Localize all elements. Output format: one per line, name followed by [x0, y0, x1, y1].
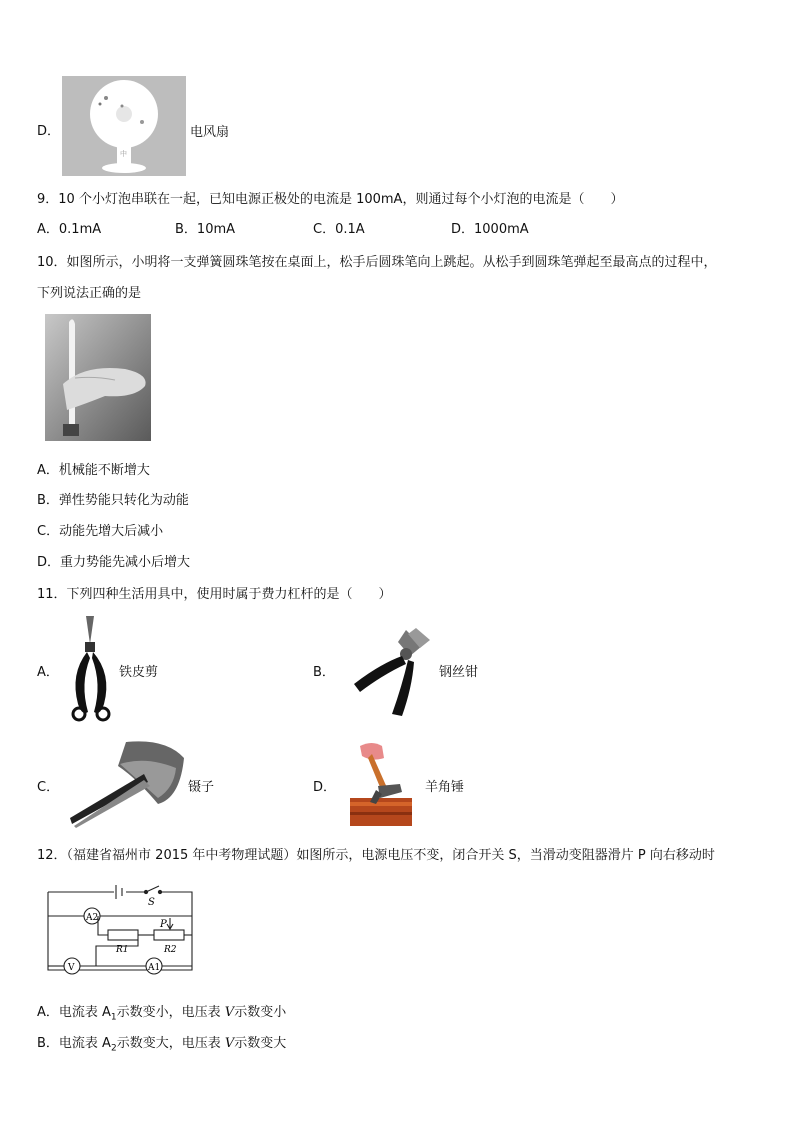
q12-option-b: B．电流表 $A_2$示数变大，电压表 V示数变大 [37, 1036, 287, 1054]
circuit-voltmeter-label: V [68, 963, 75, 973]
q10-option-a: A．机械能不断增大 [37, 463, 150, 478]
q10-stem-line1: 10．如图所示，小明将一支弹簧圆珠笔按在桌面上，松手后圆珠笔向上跳起。从松手到圆珠笔弹起至最高点的过程中， [37, 255, 717, 270]
q11-option-c-caption: 镊子 [188, 780, 215, 795]
q11-option-a-caption: 铁皮剪 [119, 665, 159, 680]
circuit-r2-label: R2 [164, 945, 177, 955]
claw-hammer-image [350, 740, 412, 826]
q8-option-d-caption: 电风扇 [190, 125, 230, 140]
q11-option-a-letter: A． [37, 665, 59, 680]
q11-stem: 11．下列四种生活用具中，使用时属于费力杠杆的是（ ） [37, 587, 392, 602]
circuit-ammeter2-label: A2 [86, 913, 99, 923]
pliers-image [350, 624, 434, 718]
q10-option-d: D．重力势能先减小后增大 [37, 555, 191, 570]
circuit-ammeter1-label: A1 [148, 963, 161, 973]
svg-text:中: 中 [120, 150, 127, 158]
q11-option-d-letter: D． [313, 780, 337, 795]
q9-option-b: B．10mA [175, 222, 236, 237]
tin-snips-image [68, 614, 114, 724]
q12-stem: 12．（福建省福州市 2015 年中考物理试题）如图所示，电源电压不变，闭合开关 S，当滑动变阻器滑片 P 向右移动时 [37, 848, 715, 863]
q11-option-c-letter: C． [37, 780, 60, 795]
q11-option-b-caption: 钢丝钳 [439, 665, 479, 680]
q9-option-d: D．1000mA [451, 222, 529, 237]
circuit-slider-label: P [160, 919, 167, 930]
tweezers-image [66, 738, 186, 830]
q11-option-b-letter: B． [313, 665, 335, 680]
q10-option-b: B．弹性势能只转化为动能 [37, 493, 189, 508]
circuit-r1-label: R1 [116, 945, 129, 955]
q10-option-c: C．动能先增大后减小 [37, 524, 164, 539]
q8-option-d-letter: D． [37, 124, 61, 139]
circuit-switch-label: S [148, 897, 155, 908]
electric-fan-image [62, 76, 186, 176]
circuit-diagram [42, 882, 202, 976]
q9-stem: 9．10 个小灯泡串联在一起，已知电源正极处的电流是 100mA，则通过每个小灯泡的电流是（ ） [37, 192, 624, 207]
q12-option-a: A．电流表 $A_1$示数变小，电压表 V示数变小 [37, 1005, 287, 1023]
pen-hand-photo [45, 314, 151, 441]
q10-stem-line2: 下列说法正确的是 [37, 286, 142, 301]
q9-option-c: C．0.1A [313, 222, 365, 237]
q11-option-d-caption: 羊角锤 [425, 780, 465, 795]
q9-option-a: A．0.1mA [37, 222, 102, 237]
